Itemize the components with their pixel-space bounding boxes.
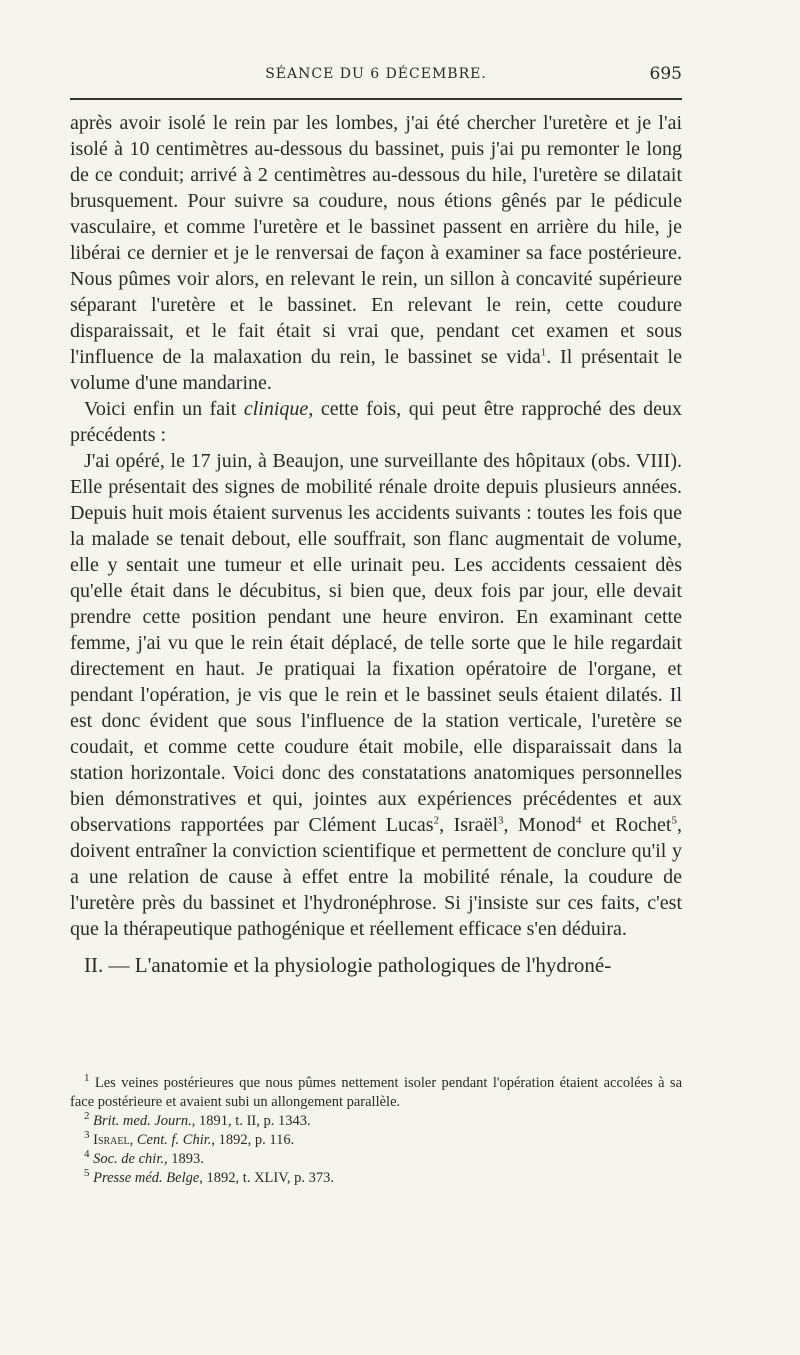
- header-rule: [70, 98, 682, 100]
- section-heading: II. — L'anatomie et la physiologie pathologiques de l'hydroné-: [84, 953, 612, 977]
- footnote-ref-4: 4: [575, 814, 582, 827]
- page-number: 695: [649, 64, 682, 84]
- emphasis: clinique,: [243, 398, 314, 420]
- paragraph-1: après avoir isolé le rein par les lombes, j'ai été chercher l'uretère et je l'ai isolé à 10 centimètres au-dessous du bassinet, puis j'ai pu remonter le long de ce conduit; arrivé à 2 centimètres au-dessous du hile, l'uretère se dilatait brusquement. Pour suivre sa coudure, nous étions gênés par le pédicule vasculaire, et comme l'uretère et le bassinet passent en arrière du hile, je libérai ce dernier et je le renversai de façon à examiner sa face postérieure. Nous pûmes voir alors, en relevant le rein, un sillon à concavité supérieure séparant l'uretère et le bassinet. En relevant le rein, cette coudure disparaissait, et le fait était si vrai que, pendant cet examen et sous l'influence de la malaxation du rein, le bassinet se vida$^1$. Il présentait le volume d'une mandarine.: [70, 112, 682, 394]
- footnote-2: $^2$ Brit. med. Journ., 1891, t. II, p. 1343.: [84, 1110, 311, 1129]
- main-text: [70, 110, 682, 978]
- footnote-1: $^1$ Les veines postérieures que nous pûmes nettement isoler pendant l'opération étaient accolées à sa face postérieure et avaient subi un allongement parallèle.: [70, 1072, 683, 1110]
- paragraph-3: J'ai opéré, le 17 juin, à Beaujon, une surveillante des hôpitaux (obs. VIII). Elle présentait des signes de mobilité rénale droite depuis plusieurs années. Depuis huit mois étaient survenus les accidents suivants : toutes les fois que la malade se tenait debout, elle souffrait, son flanc augmentait de volume, elle y sentait une tumeur et elle urinait peu. Les accidents cessaient dès qu'elle était dans le décubitus, si bien que, deux fois par jour, elle devait prendre cette position pendant une heure environ. En examinant cette femme, j'ai vu que le rein était déplacé, de telle sorte que le hile regardait directement en haut. Je pratiquai la fixation opératoire de l'organe, et pendant l'opération, je vis que le rein et le bassinet seuls étaient dilatés. Il est donc évident que sous l'influence de la station verticale, l'uretère se coudait, et comme cette coudure était mobile, elle disparaissait dans la station horizontale. Voici donc des constatations anatomiques personnelles bien démonstratives et qui, jointes aux expériences précédentes et aux observations rapportées par Clément Lucas$^2$, Israël$^3$, Monod$^4$ et Rochet$^5$, doivent entraîner la conviction scientifique et permettent de conclure qu'il y a une relation de cause à effet entre la mobilité rénale, la coudure de l'uretère près du bassinet et l'hydronéphrose. Si j'insiste sur ces faits, c'est que la thérapeutique pathogénique et réellement efficace s'en déduira.: [70, 450, 682, 940]
- footnote-ref-2: 2: [433, 814, 440, 827]
- running-title: SÉANCE DU 6 DÉCEMBRE.: [265, 66, 487, 82]
- footnote-4: $^4$ Soc. de chir., 1893.: [84, 1148, 204, 1167]
- footnote-3: $^3$ Israel, Cent. f. Chir., 1892, p. 116.: [84, 1129, 295, 1148]
- footnotes: [70, 1074, 682, 1188]
- paragraph-2: Voici enfin un fait clinique, cette fois, qui peut être rapproché des deux précédents :: [70, 398, 682, 446]
- running-header: [70, 64, 682, 86]
- footnote-ref-3: 3: [498, 814, 504, 827]
- footnote-ref-1: 1: [540, 346, 547, 359]
- footnote-ref-5: 5: [671, 814, 677, 827]
- footnote-5: $^5$ Presse méd. Belge, 1892, t. XLIV, p. 373.: [84, 1167, 334, 1186]
